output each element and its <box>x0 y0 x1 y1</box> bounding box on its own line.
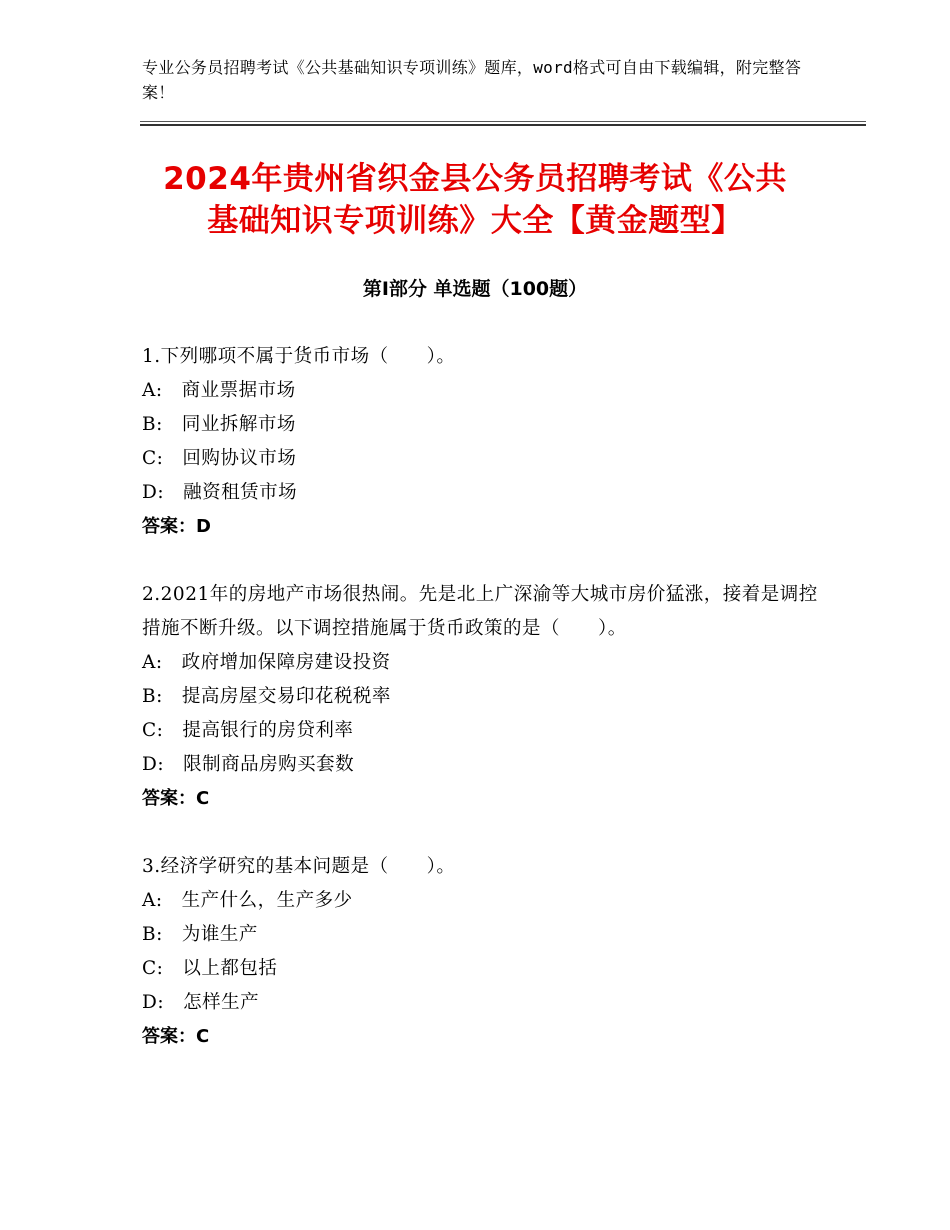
question-2 <box>142 578 822 816</box>
document-title-line-1: 2024年贵州省织金县公务员招聘考试《公共 <box>163 161 787 197</box>
answer: 答案：D <box>142 516 211 537</box>
document-title <box>140 158 810 242</box>
document-title-line-2: 基础知识专项训练》大全【黄金题型】 <box>207 203 743 239</box>
header-note: 专业公务员招聘考试《公共基础知识专项训练》题库，word格式可自由下载编辑，附完整答案！ <box>142 58 802 102</box>
question-stem: 1.下列哪项不属于货币市场（ ）。 <box>142 346 456 367</box>
header-rule-thin <box>140 121 866 122</box>
question-stem: 3.经济学研究的基本问题是（ ）。 <box>142 856 456 877</box>
option-b: B: 同业拆解市场 <box>142 414 296 435</box>
header-rule-thick <box>140 124 866 126</box>
option-d: D: 融资租赁市场 <box>142 482 298 503</box>
option-a: A: 商业票据市场 <box>142 380 296 401</box>
option-d: D: 限制商品房购买套数 <box>142 754 355 775</box>
option-c: C: 以上都包括 <box>142 958 278 979</box>
question-1 <box>142 340 822 544</box>
option-a: A: 生产什么，生产多少 <box>142 890 353 911</box>
question-3 <box>142 850 822 1054</box>
option-b: B: 为谁生产 <box>142 924 258 945</box>
question-list <box>142 340 822 1088</box>
option-b: B: 提高房屋交易印花税税率 <box>142 686 391 707</box>
answer: 答案：C <box>142 1026 210 1047</box>
answer: 答案：C <box>142 788 210 809</box>
section-title: 第Ⅰ部分 单选题（100题） <box>362 278 588 300</box>
option-c: C: 提高银行的房贷利率 <box>142 720 354 741</box>
option-c: C: 回购协议市场 <box>142 448 297 469</box>
option-d: D: 怎样生产 <box>142 992 260 1013</box>
option-a: A: 政府增加保障房建设投资 <box>142 652 391 673</box>
question-stem: 2.2021年的房地产市场很热闹。先是北上广深渝等大城市房价猛涨，接着是调控措施不断升级。以下调控措施属于货币政策的是（ ）。 <box>142 584 818 639</box>
